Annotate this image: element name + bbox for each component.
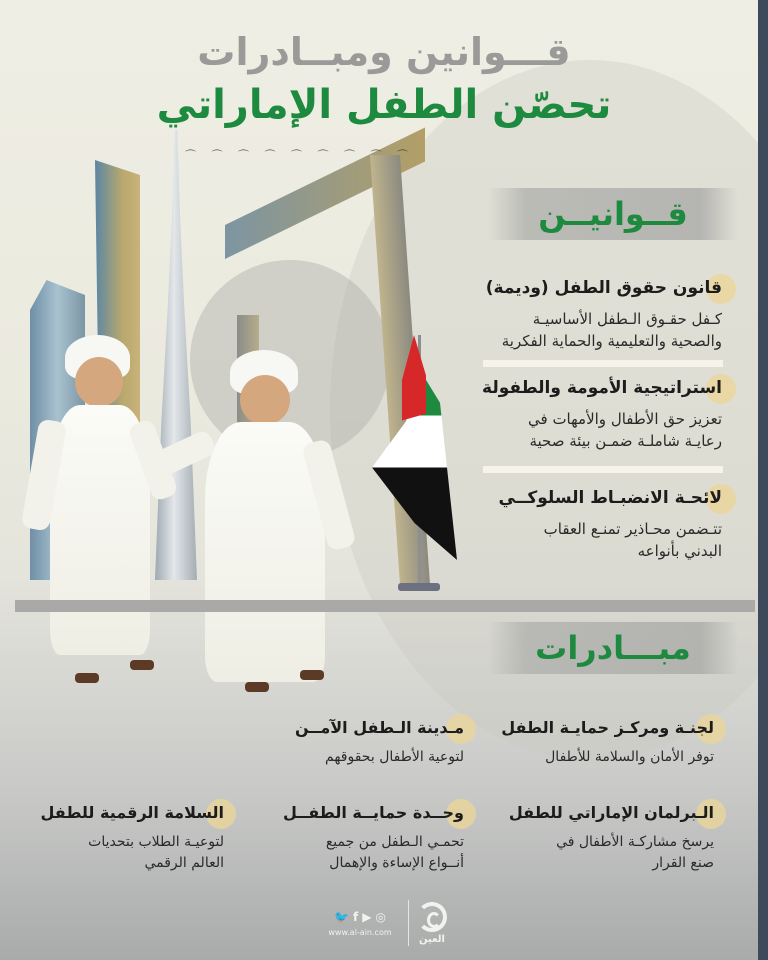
divider (483, 466, 723, 473)
facebook-icon[interactable]: f (353, 909, 359, 924)
initiatives-heading-text: مبـــادرات (535, 629, 691, 667)
law-item-wadeema (428, 278, 728, 352)
laws-heading-text: قــوانيــن (538, 195, 688, 233)
initiative-digital-safety: السلامة الرقمية للطفل لتوعيـة الطلاب بتحديات العالم الرقمي (28, 803, 228, 874)
page-header (0, 30, 768, 128)
law-desc: تعزيز حق الأطفال والأمهات في رعايـة شاملـة ضمـن بيئة صحية (528, 410, 722, 450)
law-item-behavior-regulation (428, 488, 728, 562)
social-links (320, 910, 400, 937)
ground-strip (15, 600, 755, 612)
law-item-motherhood-strategy (428, 378, 728, 452)
al-ain-logo (417, 902, 447, 945)
initiative-safe-child-city: مـدينة الـطفل الآمــن لتوعية الأطفال بحقوقهم (268, 718, 468, 768)
website-link[interactable]: www.al-ain.com (328, 927, 392, 937)
title-line-1: قـــوانين ومبــادرات (197, 30, 571, 74)
child-left (25, 335, 165, 695)
flag-base (398, 583, 440, 591)
birds-icon: ⌒ ⌒ ⌒ ⌒ ⌒ ⌒ ⌒ ⌒ ⌒ (185, 149, 414, 162)
law-desc: كـفل حقـوق الـطفل الأساسيـة والصحية والتعليمية والحماية الفكرية (501, 310, 722, 350)
al-ain-logo-icon (417, 902, 447, 932)
law-title: قانون حقوق الطفل (وديمة) (428, 278, 728, 298)
law-title: لائحـة الانضبـاط السلوكــي (428, 488, 728, 508)
child-right (150, 350, 370, 700)
initiative-child-protection-center: لجنـة ومركـز حمايـة الطفل توفر الأمان والسلامة للأطفال (488, 718, 718, 768)
laws-heading (488, 188, 738, 240)
initiatives-heading (488, 622, 738, 674)
twitter-icon[interactable]: 🐦 (334, 909, 349, 924)
footer-divider (408, 900, 409, 946)
divider (483, 360, 723, 367)
footer-branding (320, 898, 460, 948)
initiative-emirati-child-parliament: الـبرلمان الإماراتي للطفل يرسخ مشاركـة الأطفال في صنع القرار (488, 803, 718, 874)
youtube-icon[interactable]: ▶ (362, 909, 372, 924)
instagram-icon[interactable]: ◎ (375, 909, 386, 924)
title-line-2: تحصّن الطفل الإماراتي (156, 82, 612, 128)
law-desc: تتـضمن محـاذير تمنـع العقاب البدني بأنواعه (543, 520, 722, 560)
law-title: استراتيجية الأمومة والطفولة (428, 378, 728, 398)
brand-name: العين (419, 933, 445, 945)
right-edge-bar (758, 0, 768, 960)
initiative-child-protection-unit: وحــدة حمايــة الطفــل تحمـي الـطفل من جميع أنــواع الإساءة والإهمال (268, 803, 468, 874)
illustration-children-skyline (0, 125, 470, 605)
